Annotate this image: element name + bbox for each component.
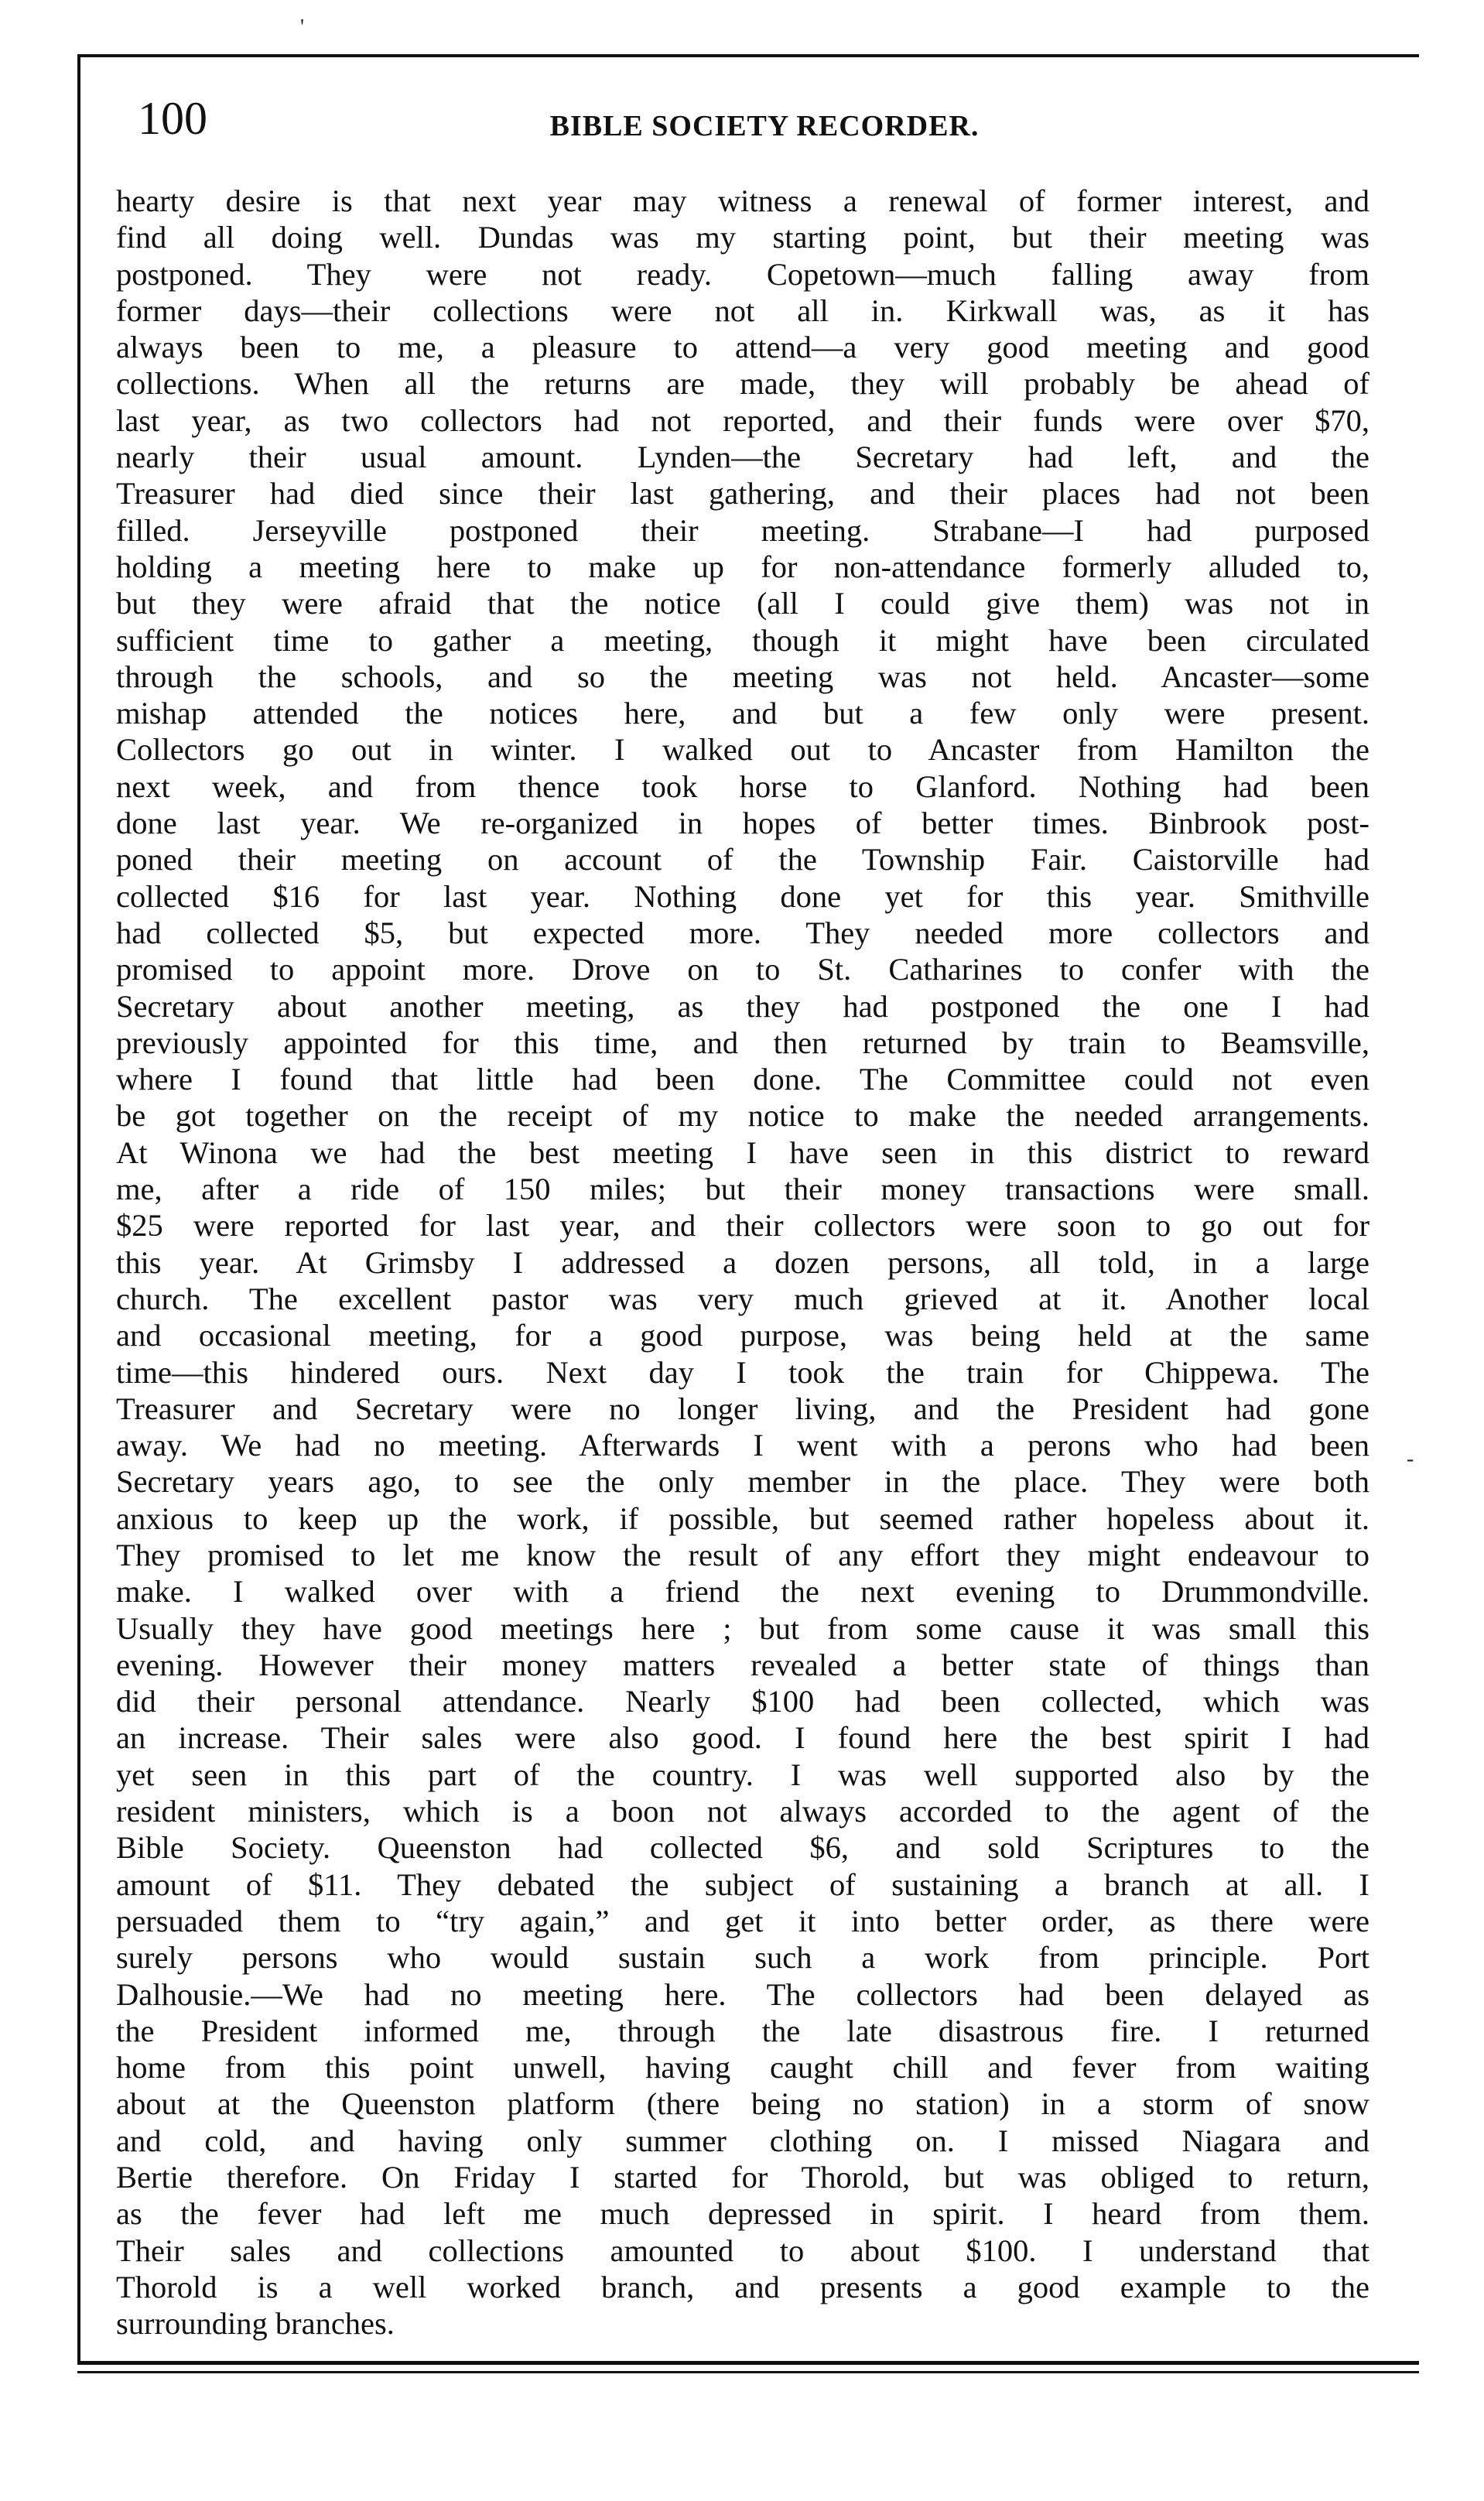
text-line: next week, and from thence took horse to Glanford. Nothing had been <box>116 768 1369 804</box>
text-line: anxious to keep up the work, if possible, but seemed rather hopeless about it. <box>116 1500 1369 1536</box>
text-line: Secretary years ago, to see the only member in the place. They were both <box>116 1464 1369 1500</box>
text-line: Secretary about another meeting, as they had postponed the one I had <box>116 988 1369 1024</box>
text-line: Bible Society. Queenston had collected $6, and sold Scriptures to the <box>116 1830 1369 1866</box>
text-line: holding a meeting here to make up for non-attendance formerly alluded to, <box>116 549 1369 584</box>
bottom-rule <box>77 2371 1419 2373</box>
text-line: about at the Queenston platform (there being no station) in a storm of snow <box>116 2086 1369 2122</box>
text-line: evening. However their money matters revealed a better state of things than <box>116 1647 1369 1682</box>
text-line: be got together on the receipt of my notice to make the needed arrangements. <box>116 1098 1369 1134</box>
text-line: an increase. Their sales were also good. I found here the best spirit I had <box>116 1720 1369 1756</box>
text-line: promised to appoint more. Drove on to St. Catharines to confer with the <box>116 952 1369 987</box>
text-line: Usually they have good meetings here ; but from some cause it was small this <box>116 1610 1369 1646</box>
text-line: former days—their collections were not all in. Kirkwall was, as it has <box>116 293 1369 328</box>
text-line: find all doing well. Dundas was my starting point, but their meeting was <box>116 220 1369 255</box>
stray-mark-top: ' <box>300 15 305 39</box>
text-line: previously appointed for this time, and then returned by train to Beamsville, <box>116 1025 1369 1060</box>
text-line: home from this point unwell, having caught chill and fever from waiting <box>116 2050 1369 2085</box>
text-line: me, after a ride of 150 miles; but their money transactions were small. <box>116 1172 1369 1207</box>
text-line: filled. Jerseyville postponed their meeting. Strabane—I had purposed <box>116 512 1369 548</box>
text-line: make. I walked over with a friend the next evening to Drummondville. <box>116 1574 1369 1610</box>
text-line: persuaded them to “try again,” and get it into better order, as there were <box>116 1903 1369 1938</box>
text-line: They promised to let me know the result of any effort they might endeavour to <box>116 1537 1369 1572</box>
text-line: always been to me, a pleasure to attend—a very good meeting and good <box>116 330 1369 365</box>
text-line: this year. At Grimsby I addressed a dozen persons, all told, in a large <box>116 1244 1369 1280</box>
text-line: and cold, and having only summer clothing on. I missed Niagara and <box>116 2123 1369 2158</box>
text-line: $25 were reported for last year, and their collectors were soon to go out for <box>116 1208 1369 1244</box>
text-line: surely persons who would sustain such a work from principle. Port <box>116 1940 1369 1976</box>
text-line: collected $16 for last year. Nothing done yet for this year. Smithville <box>116 878 1369 914</box>
text-line: mishap attended the notices here, and but a few only were present. <box>116 696 1369 731</box>
page-header <box>138 91 1360 161</box>
text-line: Dalhousie.—We had no meeting here. The collectors had been delayed as <box>116 1976 1369 2012</box>
text-line: hearty desire is that next year may witness a renewal of former interest, and <box>116 183 1369 218</box>
text-line: sufficient time to gather a meeting, though it might have been circulated <box>116 622 1369 658</box>
article-body <box>116 183 1369 2342</box>
text-line: through the schools, and so the meeting was not held. Ancaster—some <box>116 659 1369 694</box>
text-line: Treasurer and Secretary were no longer living, and the President had gone <box>116 1391 1369 1426</box>
text-line: Thorold is a well worked branch, and presents a good example to the <box>116 2269 1369 2304</box>
text-line: last year, as two collectors had not reported, and their funds were over $70, <box>116 402 1369 438</box>
text-line: collections. When all the returns are made, they will probably be ahead of <box>116 366 1369 402</box>
text-line: Collectors go out in winter. I walked out to Ancaster from Hamilton the <box>116 732 1369 768</box>
text-line: nearly their usual amount. Lynden—the Secretary had left, and the <box>116 440 1369 475</box>
text-line: the President informed me, through the late disastrous fire. I returned <box>116 2013 1369 2048</box>
page-number: 100 <box>138 93 207 144</box>
text-line: done last year. We re-organized in hopes of better times. Binbrook post- <box>116 806 1369 841</box>
text-line: Bertie therefore. On Friday I started for Thorold, but was obliged to return, <box>116 2160 1369 2195</box>
text-line: yet seen in this part of the country. I was well supported also by the <box>116 1757 1369 1792</box>
text-line: resident ministers, which is a boon not always accorded to the agent of the <box>116 1794 1369 1829</box>
text-line: Their sales and collections amounted to about $100. I understand that <box>116 2232 1369 2268</box>
text-line: At Winona we had the best meeting I have seen in this district to reward <box>116 1134 1369 1170</box>
text-line: postponed. They were not ready. Copetown—much falling away from <box>116 256 1369 292</box>
text-line: poned their meeting on account of the Township Fair. Caistorville had <box>116 842 1369 878</box>
text-line: did their personal attendance. Nearly $100 had been collected, which was <box>116 1684 1369 1719</box>
text-line: church. The excellent pastor was very much grieved at it. Another local <box>116 1281 1369 1316</box>
stray-mark-margin: - <box>1407 1447 1414 1471</box>
text-line: amount of $11. They debated the subject of sustaining a branch at all. I <box>116 1866 1369 1902</box>
text-line: Treasurer had died since their last gathering, and their places had not been <box>116 476 1369 511</box>
text-line: time—this hindered ours. Next day I took the train for Chippewa. The <box>116 1354 1369 1390</box>
running-title: BIBLE SOCIETY RECORDER. <box>549 110 980 142</box>
text-line: but they were afraid that the notice (all I could give them) was not in <box>116 586 1369 621</box>
text-line: had collected $5, but expected more. They needed more collectors and <box>116 915 1369 950</box>
text-line: where I found that little had been done. The Committee could not even <box>116 1062 1369 1097</box>
text-line: away. We had no meeting. Afterwards I went with a perons who had been <box>116 1428 1369 1463</box>
text-line: surrounding branches. <box>116 2306 395 2342</box>
text-line: and occasional meeting, for a good purpose, was being held at the same <box>116 1318 1369 1353</box>
text-line: as the fever had left me much depressed in spirit. I heard from them. <box>116 2196 1369 2232</box>
